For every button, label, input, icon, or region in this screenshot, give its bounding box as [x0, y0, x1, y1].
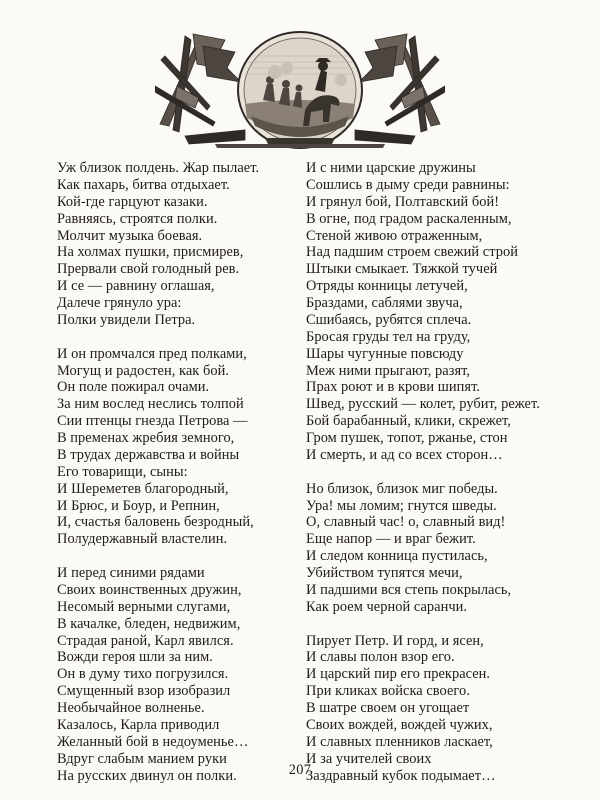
poem-line: Заздравный кубок подымает…: [306, 767, 496, 784]
poem-line: И царский пир его прекрасен.: [306, 666, 491, 683]
poem-line: Своих вождей, вождей чужих,: [306, 716, 493, 733]
poem-line: Пирует Петр. И горд, и ясен,: [306, 632, 484, 649]
poem-line: Отряды конницы летучей,: [306, 278, 468, 295]
stanza: [57, 565, 317, 784]
poem-line: Могущ и радостен, как бой.: [57, 362, 229, 379]
poem-line: Страдая раной, Карл явился.: [57, 632, 234, 649]
poem-line: Кой-где гарцуют казаки.: [57, 193, 208, 210]
poem-line: Уж близок полдень. Жар пылает.: [57, 160, 260, 176]
poem-column-right: [306, 160, 566, 784]
poem-line: Полки увидели Петра.: [57, 311, 196, 328]
poem-line: И се — равнину оглашая,: [57, 278, 215, 295]
poem-line: На холмах пушки, присмирев,: [57, 244, 244, 261]
poem-line: Как роем черной саранчи.: [306, 598, 468, 615]
poem-line: И Брюс, и Боур, и Репнин,: [57, 497, 220, 514]
poem-line: Стеной живою отраженным,: [306, 227, 483, 244]
poem-line: При кликах войска своего.: [306, 683, 470, 700]
poem-line: Сошлись в дыму среди равнины:: [306, 176, 510, 193]
poem-line: Полудержавный властелин.: [57, 531, 228, 548]
poem-line: Сшибаясь, рубятся сплеча.: [306, 311, 472, 328]
poem-column-left: [57, 160, 317, 784]
poem-line: Равняясь, строятся полки.: [57, 210, 218, 227]
poem-line: И славы полон взор его.: [306, 649, 455, 666]
poem-line: Над падшим строем свежий строй: [306, 244, 518, 261]
poem-line: В качалке, бледен, недвижим,: [57, 615, 241, 632]
poem-line: Бросая груды тел на груду,: [306, 328, 471, 345]
poem-line: Вожди героя шли за ним.: [57, 649, 213, 666]
page-number: 207: [288, 762, 312, 778]
stanza: [306, 481, 566, 616]
poem-line: И грянул бой, Полтавский бой!: [306, 193, 500, 210]
poem-line: Сии птенцы гнезда Петрова —: [57, 413, 248, 430]
poem-line: Казалось, Карла приводил: [57, 716, 220, 733]
poem-line: О, славный час! о, славный вид!: [306, 514, 506, 531]
poem-line: Ура! мы ломим; гнутся шведы.: [306, 497, 497, 514]
battle-engraving-icon: [155, 26, 445, 154]
poem-line: Еще напор — и враг бежит.: [306, 531, 476, 548]
poem-line: Желанный бой в недоуменье…: [57, 733, 249, 750]
poem-line: Как пахарь, битва отдыхает.: [57, 176, 230, 193]
poem-line: Он поле пожирал очами.: [57, 379, 210, 396]
poem-line: На русских двинул он полки.: [57, 767, 237, 784]
poem-line: В трудах державства и войны: [57, 446, 240, 463]
poem-line: Вдруг слабым манием руки: [57, 750, 227, 767]
poem-line: Далече грянуло ура:: [57, 295, 182, 311]
stanza: [57, 160, 317, 329]
poem-line: И за учителей своих: [306, 750, 432, 767]
poem-line: Своих воинственных дружин,: [57, 581, 242, 598]
poem-line: В шатре своем он угощает: [306, 700, 470, 716]
poem-line: Смущенный взор изобразил: [57, 683, 231, 700]
poem-line: И он промчался пред полками,: [57, 345, 247, 362]
poem-line: Штыки смыкает. Тяжкой тучей: [306, 261, 498, 278]
poem-line: Гром пушек, топот, ржанье, стон: [306, 430, 508, 446]
poem-line: Он в думу тихо погрузился.: [57, 666, 229, 683]
stanza: [57, 346, 317, 549]
poem-line: Швед, русский — колет, рубит, режет.: [306, 396, 540, 413]
poem-line: Шары чугунные повсюду: [306, 345, 464, 362]
poem-line: В пременах жребия земного,: [57, 430, 235, 446]
poem-line: Меж ними прыгают, разят,: [306, 362, 471, 379]
poem-line: Прах роют и в крови шипят.: [306, 379, 480, 396]
poem-line: Необычайное волненье.: [57, 700, 205, 716]
poem-line: И перед синими рядами: [57, 565, 205, 581]
poem-line: Браздами, саблями звуча,: [306, 295, 463, 311]
poem-line: И Шереметев благородный,: [57, 480, 229, 497]
poem-line: Его товарищи, сыны:: [57, 463, 188, 480]
poem-line: Бой барабанный, клики, скрежет,: [306, 413, 511, 430]
poem-line: Несомый верными слугами,: [57, 598, 231, 615]
poem-line: В огне, под градом раскаленным,: [306, 210, 512, 227]
poem-line: Убийством тупятся мечи,: [306, 565, 463, 581]
poem-line: Молчит музыка боевая.: [57, 227, 203, 244]
poem-line: И смерть, и ад со всех сторон…: [306, 446, 503, 463]
poem-line: И славных пленников ласкает,: [306, 733, 493, 750]
poem-line: Но близок, близок миг победы.: [306, 480, 498, 497]
stanza: [306, 160, 566, 464]
poem-line: И падшими вся степь покрылась,: [306, 581, 512, 598]
poem-line: И с ними царские дружины: [306, 160, 476, 176]
poem-line: И, счастья баловень безродный,: [57, 514, 254, 531]
poem-line: За ним вослед неслись толпой: [57, 396, 244, 413]
poem-line: И следом конница пустилась,: [306, 548, 488, 565]
poem-line: Прервали свой голодный рев.: [57, 261, 240, 278]
